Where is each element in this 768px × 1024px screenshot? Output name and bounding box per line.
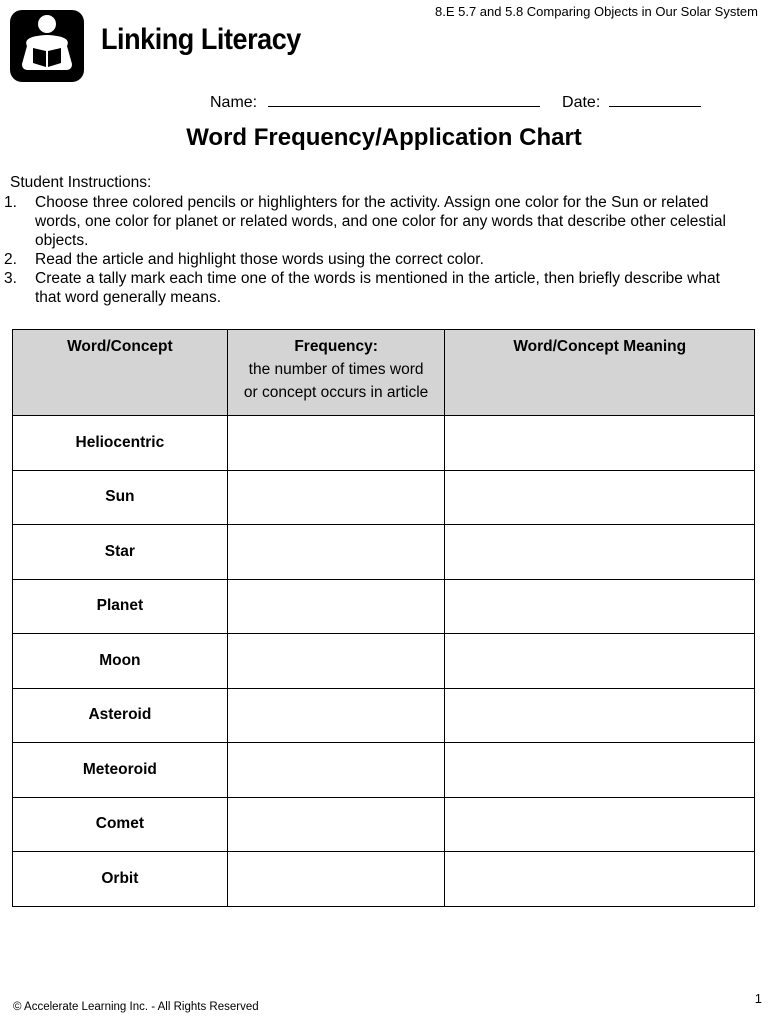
header-meaning: Word/Concept Meaning (445, 330, 755, 416)
frequency-desc-line2: or concept occurs in article (243, 384, 429, 401)
meaning-cell[interactable] (445, 797, 755, 852)
table-row (13, 634, 755, 689)
page-title: Word Frequency/Application Chart (186, 124, 582, 151)
word-frequency-table (12, 329, 755, 907)
header-frequency (227, 330, 445, 416)
instruction-item (0, 269, 750, 307)
meaning-cell[interactable] (445, 852, 755, 907)
meaning-cell[interactable] (445, 416, 755, 471)
frequency-cell[interactable] (227, 852, 445, 907)
frequency-desc-line1: the number of times word (248, 361, 424, 378)
page-number: 1 (754, 991, 762, 1006)
instruction-number: 2. (4, 251, 17, 268)
frequency-cell[interactable] (227, 797, 445, 852)
instruction-number: 1. (4, 194, 17, 211)
meaning-cell[interactable] (445, 688, 755, 743)
table-row (13, 852, 755, 907)
instructions-list (0, 193, 750, 307)
date-label: Date: (562, 94, 601, 111)
standard-code: 8.E 5.7 and 5.8 Comparing Objects in Our Solar System (435, 4, 758, 19)
frequency-cell[interactable] (227, 743, 445, 798)
word-cell: Meteoroid (13, 743, 228, 798)
word-cell: Orbit (13, 852, 228, 907)
word-cell: Heliocentric (13, 416, 228, 471)
word-cell: Moon (13, 634, 228, 689)
word-cell: Comet (13, 797, 228, 852)
student-fields (210, 92, 701, 112)
table-header-row (13, 330, 755, 416)
table-row (13, 470, 755, 525)
date-blank[interactable] (609, 92, 701, 107)
frequency-cell[interactable] (227, 579, 445, 634)
header-word-concept: Word/Concept (13, 330, 228, 416)
table-row (13, 416, 755, 471)
instruction-text: Read the article and highlight those words using the correct color. (35, 251, 484, 268)
frequency-cell[interactable] (227, 688, 445, 743)
instruction-number: 3. (4, 270, 17, 287)
name-blank[interactable] (268, 92, 540, 107)
meaning-cell[interactable] (445, 634, 755, 689)
frequency-cell[interactable] (227, 634, 445, 689)
meaning-cell[interactable] (445, 525, 755, 580)
instruction-text: Create a tally mark each time one of the words is mentioned in the article, then briefly describe what that word generally means. (35, 270, 720, 306)
word-cell: Planet (13, 579, 228, 634)
meaning-cell[interactable] (445, 470, 755, 525)
frequency-cell[interactable] (227, 470, 445, 525)
frequency-cell[interactable] (227, 416, 445, 471)
instruction-item (0, 250, 750, 269)
brand-name: Linking Literacy (101, 23, 301, 56)
instructions-heading: Student Instructions: (10, 174, 152, 191)
instruction-item (0, 193, 750, 250)
word-cell: Asteroid (13, 688, 228, 743)
table-row (13, 579, 755, 634)
frequency-title: Frequency: (294, 338, 378, 355)
table-row (13, 688, 755, 743)
reader-with-book-icon (10, 10, 84, 82)
table-row (13, 797, 755, 852)
table-row (13, 525, 755, 580)
word-cell: Star (13, 525, 228, 580)
meaning-cell[interactable] (445, 579, 755, 634)
meaning-cell[interactable] (445, 743, 755, 798)
table-row (13, 743, 755, 798)
instruction-text: Choose three colored pencils or highlighters for the activity. Assign one color for the Sun or related words, one color for planet or related words, and one color for any words that describe other celestial objects. (35, 194, 726, 249)
copyright-footer: © Accelerate Learning Inc. - All Rights Reserved (13, 1001, 259, 1013)
name-label: Name: (210, 94, 258, 111)
frequency-cell[interactable] (227, 525, 445, 580)
word-cell: Sun (13, 470, 228, 525)
